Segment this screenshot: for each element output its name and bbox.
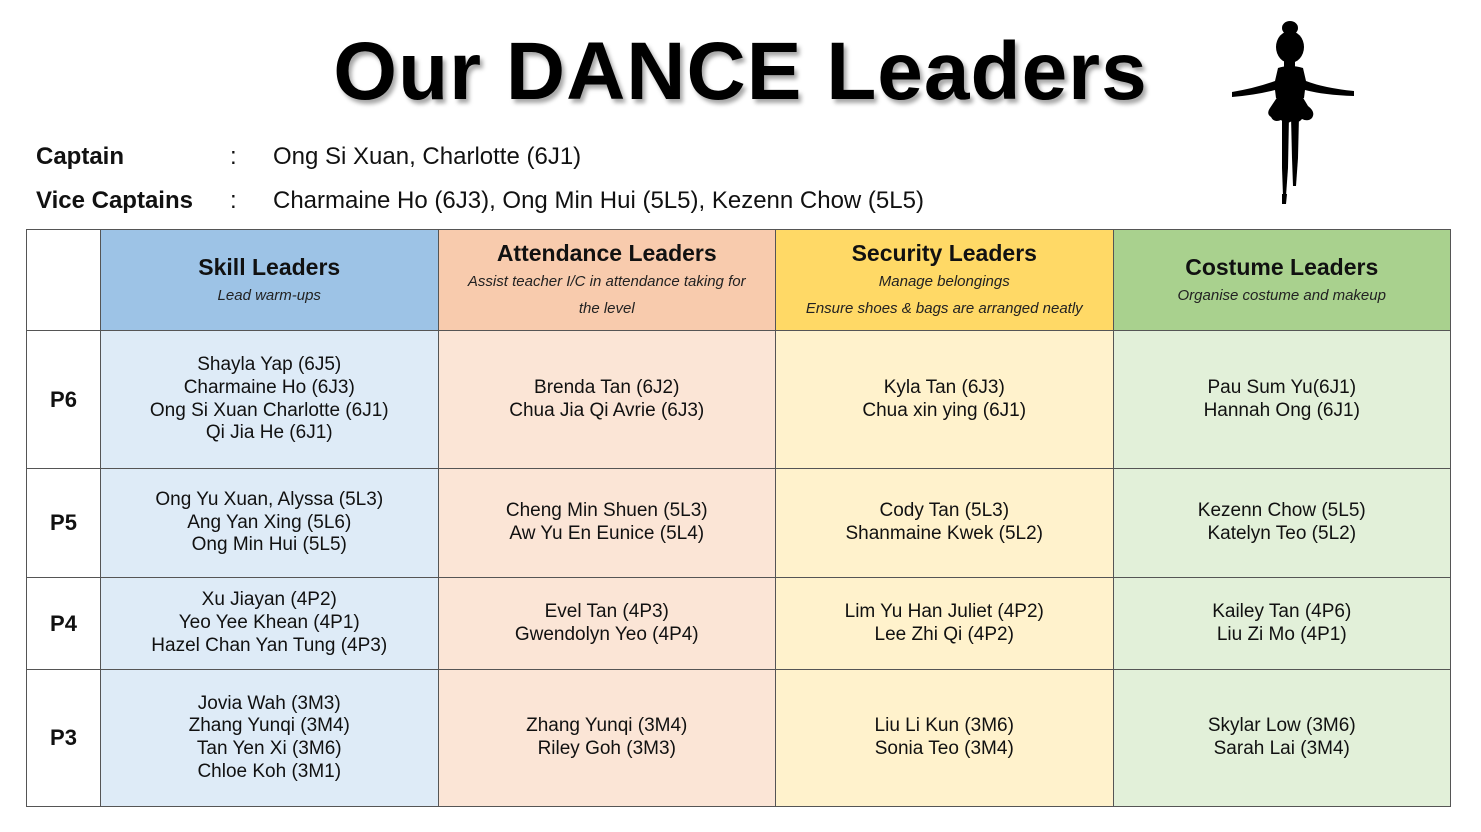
name-entry: Kailey Tan (4P6) (1212, 600, 1352, 622)
vice-captains-value: Charmaine Ho (6J3), Ong Min Hui (5L5), Kezenn Chow (5L5) (273, 187, 924, 214)
name-entry: Hazel Chan Yan Tung (4P3) (151, 634, 388, 656)
table-row-p4 (27, 578, 1451, 670)
column-title: Skill Leaders (198, 253, 341, 280)
ballerina-silhouette-icon (1226, 18, 1360, 206)
vice-captains-colon: : (230, 187, 237, 214)
level-label: P4 (27, 578, 101, 670)
attendance-cell (438, 331, 776, 469)
costume-cell (1113, 578, 1451, 670)
name-entry: Aw Yu En Eunice (5L4) (509, 523, 705, 544)
name-entry: Ong Min Hui (5L5) (191, 534, 347, 556)
level-label: P5 (27, 469, 101, 578)
column-desc: Manage belongings (878, 273, 1010, 290)
name-entry: Sarah Lai (3M4) (1213, 738, 1350, 759)
leaders-table (26, 229, 1451, 807)
security-cell (776, 670, 1114, 807)
column-desc: Assist teacher I/C in attendance taking for (467, 273, 746, 290)
attendance-cell (438, 670, 776, 807)
name-entry: Liu Zi Mo (4P1) (1216, 623, 1347, 645)
security-leaders-header (776, 230, 1114, 331)
captain-label: Captain (36, 143, 125, 170)
name-entry: Kyla Tan (6J3) (883, 376, 1005, 398)
table-row-p3 (27, 670, 1451, 807)
column-desc: Lead warm-ups (217, 286, 321, 304)
name-entry: Yeo Yee Khean (4P1) (178, 612, 360, 634)
column-title: Costume Leaders (1185, 253, 1379, 280)
name-entry: Shayla Yap (6J5) (197, 354, 342, 376)
name-entry: Zhang Yunqi (3M4) (188, 715, 350, 737)
name-entry: Liu Li Kun (3M6) (874, 715, 1014, 737)
costume-leaders-header (1113, 230, 1451, 331)
name-entry: Cody Tan (5L3) (879, 500, 1010, 522)
level-label: P3 (27, 670, 101, 807)
skill-cell (101, 331, 439, 469)
name-entry: Sonia Teo (3M4) (874, 738, 1014, 759)
security-cell (776, 578, 1114, 670)
name-entry: Hannah Ong (6J1) (1203, 399, 1360, 421)
skill-leaders-header (101, 230, 439, 331)
name-entry: Lee Zhi Qi (4P2) (874, 623, 1014, 645)
attendance-leaders-header (438, 230, 776, 331)
name-entry: Chloe Koh (3M1) (197, 760, 342, 782)
captain-value: Ong Si Xuan, Charlotte (6J1) (273, 143, 582, 170)
column-title: Security Leaders (851, 240, 1037, 266)
name-entry: Katelyn Teo (5L2) (1207, 523, 1357, 544)
column-desc: the level (578, 300, 635, 317)
vice-captains-label: Vice Captains (36, 187, 193, 214)
security-cell (776, 469, 1114, 578)
name-entry: Chua xin ying (6J1) (862, 399, 1027, 421)
name-entry: Kezenn Chow (5L5) (1197, 500, 1366, 522)
name-entry: Qi Jia He (6J1) (205, 422, 333, 444)
name-entry: Skylar Low (3M6) (1207, 715, 1356, 737)
name-entry: Pau Sum Yu(6J1) (1207, 376, 1357, 398)
name-entry: Charmaine Ho (6J3) (183, 376, 355, 398)
page-title: Our DANCE Leaders (333, 26, 1148, 117)
costume-cell (1113, 670, 1451, 807)
column-title: Attendance Leaders (496, 240, 717, 266)
security-cell (776, 331, 1114, 469)
name-entry: Shanmaine Kwek (5L2) (845, 523, 1043, 544)
skill-cell (101, 469, 439, 578)
captain-row (36, 140, 1036, 174)
name-entry: Tan Yen Xi (3M6) (196, 738, 342, 759)
captain-colon: : (230, 143, 237, 170)
attendance-cell (438, 469, 776, 578)
costume-cell (1113, 331, 1451, 469)
name-entry: Ang Yan Xing (5L6) (187, 511, 352, 533)
corner-cell (27, 230, 101, 331)
name-entry: Gwendolyn Yeo (4P4) (514, 623, 699, 645)
column-desc: Ensure shoes & bags are arranged neatly (805, 300, 1083, 317)
level-label: P6 (27, 331, 101, 469)
name-entry: Xu Jiayan (4P2) (201, 589, 337, 611)
costume-cell (1113, 469, 1451, 578)
skill-cell (101, 670, 439, 807)
name-entry: Brenda Tan (6J2) (534, 376, 680, 398)
name-entry: Jovia Wah (3M3) (197, 692, 341, 714)
attendance-cell (438, 578, 776, 670)
table-row-p6 (27, 331, 1451, 469)
name-entry: Ong Si Xuan Charlotte (6J1) (149, 399, 389, 421)
name-entry: Ong Yu Xuan, Alyssa (5L3) (155, 488, 384, 510)
skill-cell (101, 578, 439, 670)
name-entry: Lim Yu Han Juliet (4P2) (844, 600, 1044, 622)
name-entry: Cheng Min Shuen (5L3) (505, 500, 708, 522)
name-entry: Riley Goh (3M3) (537, 738, 676, 759)
name-entry: Evel Tan (4P3) (544, 600, 669, 622)
header-row (27, 230, 1451, 331)
name-entry: Zhang Yunqi (3M4) (526, 715, 688, 737)
column-desc: Organise costume and makeup (1177, 286, 1386, 304)
vice-captains-row (36, 184, 1036, 218)
table-row-p5 (27, 469, 1451, 578)
name-entry: Chua Jia Qi Avrie (6J3) (509, 399, 705, 421)
